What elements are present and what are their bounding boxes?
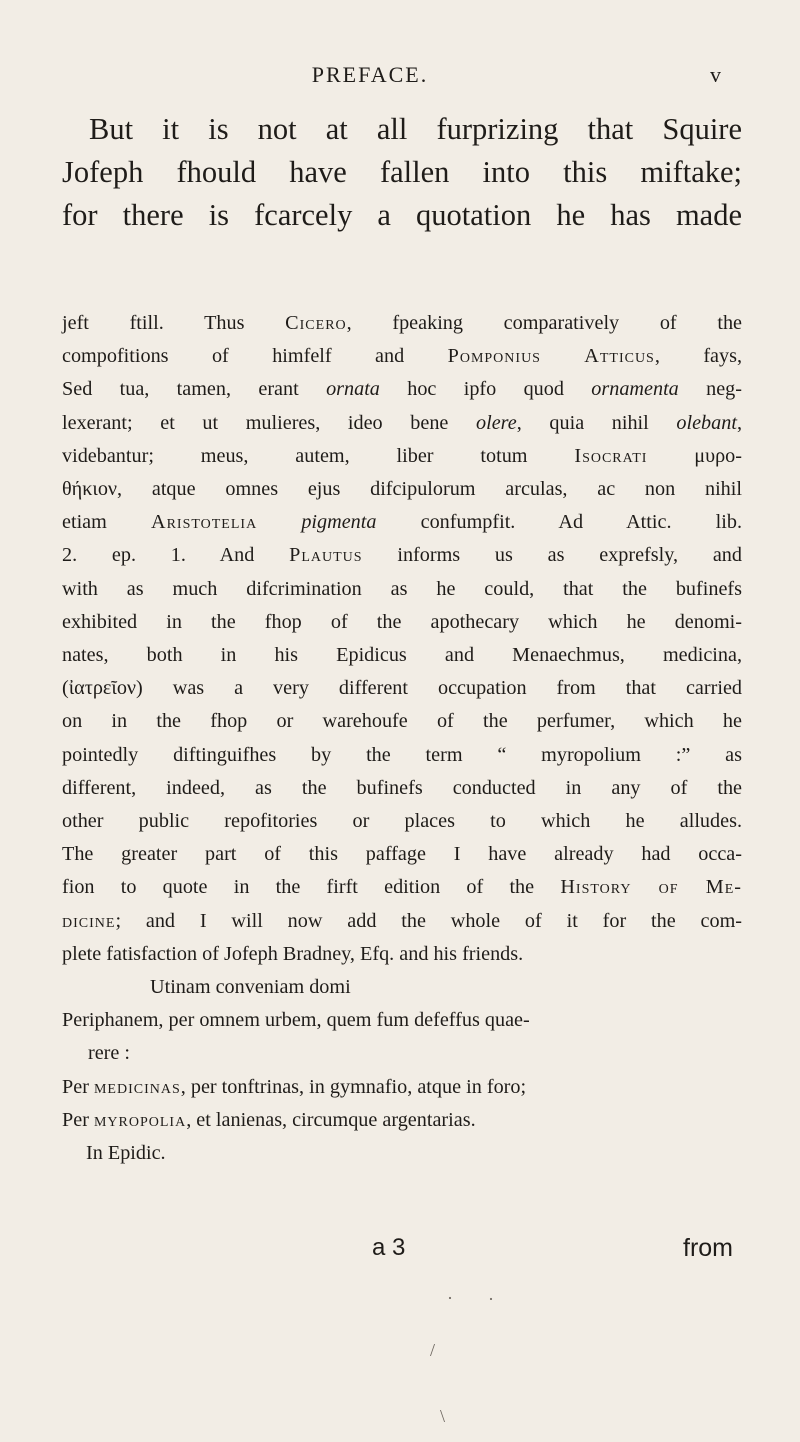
text-run: nates, both in his Epidicus and Menaechmus, medicina, [62,644,742,667]
body-line [62,473,742,506]
text-run: (ἰατρεῖον) was a very different occupation from that carried [62,677,742,700]
body-line [62,506,742,539]
body-line [62,739,742,772]
body-line [62,805,742,838]
body-line [62,340,742,373]
small-caps-name: History of Me- [560,876,742,899]
text-run: Per [62,1075,94,1098]
text-run: hoc ipfo quod [379,378,592,401]
text-run: , fays, [654,345,743,368]
small-caps-name: Cicero [285,312,347,334]
ink-speck: · [447,1288,453,1308]
page-number: v [710,62,721,87]
text-run: pointedly diftinguifhes by the term “ myropolium :” as [62,743,742,766]
small-caps-name: Aristotelia [150,511,258,534]
italic-word: olebant [676,411,737,434]
text-run: compofitions of himfelf and [62,345,448,368]
body-line [62,772,742,805]
verse-line [62,1104,742,1137]
text-run: etiam [62,511,151,534]
text-run: other public repofitories or places to which he alludes. [62,810,742,833]
italic-word: olere [476,411,517,434]
small-caps-name: Plautus [289,544,363,567]
small-caps-name: Pomponius Atticus [447,345,655,368]
text-run: neg- [678,378,742,401]
text-run: fion to quote in the firft edition of the [62,876,561,899]
text-run: with as much difcrimination as he could, that the bufinefs [62,577,742,600]
text-run: jeft ftill. Thus [62,312,286,334]
ink-speck: · [488,1289,494,1309]
italic-word: ornamenta [591,378,679,401]
body-line [62,373,742,406]
body-line [62,606,742,639]
body-line [62,938,742,971]
body-line [62,307,742,340]
ink-speck: / [430,1340,436,1360]
text-run: , per tonftrinas, in gymnafio, atque in foro; [180,1075,527,1098]
body-line [62,871,742,904]
text-run: Periphanem, per omnem urbem, quem fum defeffus quae- [62,1009,530,1032]
text-run: plete fatisfaction of Jofeph Bradney, Efq. and his friends. [62,942,524,965]
body-line [62,838,742,871]
small-caps-name: myropolia [93,1108,187,1131]
text-run: Per [62,1108,94,1131]
text-run: confumpfit. Ad Attic. lib. [376,511,742,534]
text-run: exhibited in the fhop of the apothecary which he denomi- [62,610,742,633]
text-run [257,511,301,533]
text-run: , quia nihil [516,411,677,434]
text-run: different, indeed, as the bufinefs conducted in any of the [62,776,742,799]
text-run: 2. ep. 1. And [62,544,290,567]
text-run: Sed tua, tamen, erant [62,378,327,401]
body-line [62,407,742,440]
catchword: from [683,1234,733,1262]
body-line [62,905,742,938]
body-line [62,639,742,672]
lead-line: But it is not at all furprizing that Squire [89,112,742,146]
text-run: ; and I will now add the whole of it for the com- [115,909,742,932]
page-footer [0,1234,800,1270]
text-run: , [736,411,742,434]
text-run: In Epidic. [86,1142,166,1165]
body-line [62,705,742,738]
italic-word: pigmenta [301,511,377,534]
running-head [0,62,800,92]
small-caps-name: Isocrati [574,444,648,467]
text-run: informs us as exprefsly, and [362,544,742,567]
italic-word: ornata [326,378,380,401]
verse-line [62,971,742,1004]
verse-line [62,1071,742,1104]
ink-speck: \ [440,1406,446,1426]
verse-line [62,1004,742,1037]
running-head-title: PREFACE. [311,62,429,87]
body-line [62,440,742,473]
text-run: Utinam conveniam domi [150,976,351,998]
body-paragraph [62,307,742,971]
text-run: , et lanienas, circumque argentarias. [186,1108,476,1131]
small-caps-name: dicine [62,909,116,932]
lead-line: for there is fcarcely a quotation he has made [62,198,742,232]
body-line [62,539,742,572]
verse-line [62,1037,742,1070]
text-run: lexerant; et ut mulieres, ideo bene [62,411,476,434]
verse-line [62,1137,742,1170]
body-line [62,672,742,705]
text-run: on in the fhop or warehoufe of the perfumer, which he [62,710,742,733]
text-run: , fpeaking comparatively of the [346,312,742,334]
text-run: videbantur; meus, autem, liber totum [62,444,575,467]
latin-quotation [62,971,742,1170]
lead-paragraph [62,108,742,237]
small-caps-name: medicinas [93,1075,181,1098]
text-run: μυρο- [647,444,742,467]
lead-line: Jofeph fhould have fallen into this miftake; [62,155,742,189]
text-run: rere : [88,1042,131,1065]
text-run: θήκιον, atque omnes ejus difcipulorum arculas, ac non nihil [62,478,742,501]
text-run: The greater part of this paffage I have already had occa- [62,843,742,866]
body-line [62,573,742,606]
signature-mark: a 3 [372,1234,406,1261]
